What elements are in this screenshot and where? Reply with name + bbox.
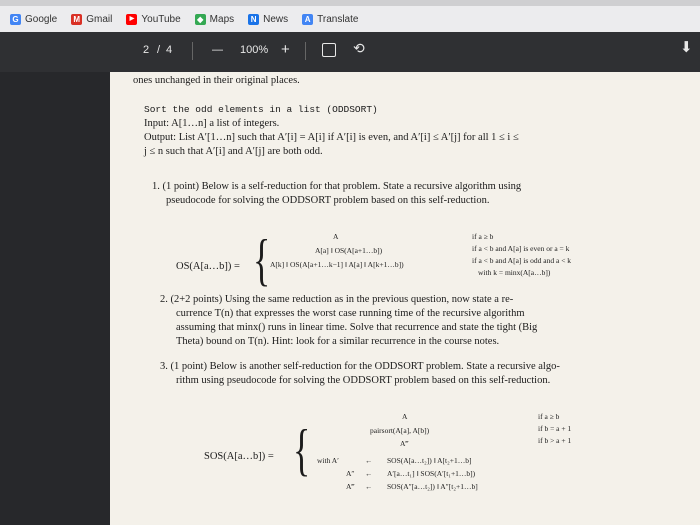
bookmark-label: Translate — [317, 13, 359, 25]
os-definition-lhs: OS(A[a…b]) = — [176, 261, 240, 272]
pdf-page — [110, 72, 700, 525]
os-case-2: A[a] ‖ OS(A[a+1…b]) — [315, 246, 383, 255]
assign-arrow: ← — [365, 482, 373, 491]
os-cond-1: if a ≥ b — [472, 232, 494, 241]
question-1-line-1: 1. (1 point) Below is a self-reduction for that problem. State a recursive algorithm using — [152, 181, 522, 192]
problem-heading: Sort the odd elements in a list (ODDSORT) — [144, 104, 378, 115]
viewer-left-margin — [0, 72, 110, 525]
output-spec-2: j ≤ n such that A′[i] and A′[j] are both odd. — [144, 146, 323, 157]
bookmark-gmail[interactable] — [71, 14, 112, 25]
bookmark-translate[interactable] — [302, 14, 358, 25]
question-3-line-2: rithm using pseudocode for solving the ODDSORT problem based on this self-reduction. — [176, 375, 551, 386]
left-brace: { — [293, 418, 311, 482]
youtube-icon: ▶ — [126, 14, 137, 25]
sos-cond-2: if b = a + 1 — [538, 424, 572, 433]
bookmark-label: Maps — [209, 13, 235, 25]
os-case-1: A — [333, 232, 339, 241]
gmail-icon: M — [71, 14, 82, 25]
bookmark-label: YouTube — [141, 13, 181, 25]
bookmark-label: Google — [25, 13, 58, 25]
bookmarks-bar — [0, 6, 700, 32]
os-cond-4: with k = minx(A[a…b]) — [478, 268, 551, 277]
maps-icon: ◆ — [195, 14, 206, 25]
news-icon: N — [248, 14, 259, 25]
zoom-out-button[interactable]: — — [212, 44, 223, 56]
question-2-line-4: Theta) bound on T(n). Hint: look for a similar recurrence in the course notes. — [176, 336, 500, 347]
bookmark-label: Gmail — [86, 13, 113, 25]
zoom-level: 100% — [240, 44, 269, 56]
fit-page-icon[interactable] — [322, 43, 336, 57]
sos-cond-1: if a ≥ b — [538, 412, 560, 421]
assign-arrow: ← — [365, 456, 373, 465]
download-icon[interactable]: ⬇ — [680, 39, 693, 56]
sos-cond-3: if b > a + 1 — [538, 436, 572, 445]
page-total: 4 — [166, 44, 173, 56]
sos-definition-lhs: SOS(A[a…b]) = — [204, 451, 274, 462]
text-line: ones unchanged in their original places. — [133, 75, 300, 86]
output-spec-1: Output: List A′[1…n] such that A′[i] = A[i] if A′[i] is even, and A′[i] ≤ A′[j] for all 1 ≤ i ≤ — [144, 132, 519, 143]
question-3-line-1: 3. (1 point) Below is another self-reduction for the ODDSORT problem. State a recursive algo- — [160, 361, 560, 372]
page-current[interactable]: 2 — [143, 44, 150, 56]
os-cond-2: if a < b and A[a] is even or a = k — [472, 244, 570, 253]
bookmark-google[interactable] — [10, 14, 57, 25]
sos-case-2: pairsort(A[a], A[b]) — [370, 426, 430, 435]
sos-def-3: SOS(A″[a…t₂]) ‖ A″[t₂+1…b] — [387, 482, 478, 491]
rotate-icon[interactable]: ⟲ — [353, 40, 365, 56]
bookmark-news[interactable] — [248, 14, 288, 25]
translate-icon: A — [302, 14, 313, 25]
sos-case-1: A — [402, 412, 408, 421]
sos-a2-label: A″ — [346, 469, 355, 478]
sos-def-2: A′[a…t₁] ‖ SOS(A′[t₁+1…b]) — [387, 469, 476, 478]
bookmark-maps[interactable] — [195, 14, 234, 25]
sos-a3-label: A‴ — [346, 482, 355, 491]
sos-with-label: with A′ — [317, 456, 339, 465]
left-brace: { — [253, 228, 271, 292]
input-spec: Input: A[1…n] a list of integers. — [144, 118, 280, 129]
os-case-3: A[k] ‖ OS(A[a+1…k−1] ‖ A[a] ‖ A[k+1…b]) — [270, 260, 404, 269]
bookmark-label: News — [263, 13, 289, 25]
question-2-line-3: assuming that minx() runs in linear time. Solve that recurrence and state the tight (Big — [176, 322, 538, 333]
toolbar-divider — [305, 42, 306, 60]
zoom-in-button[interactable]: + — [281, 41, 290, 58]
sos-case-3: A‴ — [400, 439, 409, 448]
toolbar-divider — [192, 42, 193, 60]
sos-def-1: SOS(A[a…t₂]) ‖ A[t₂+1…b] — [387, 456, 472, 465]
pdf-toolbar — [0, 32, 700, 72]
os-cond-3: if a < b and A[a] is odd and a < k — [472, 256, 572, 265]
assign-arrow: ← — [365, 469, 373, 478]
bookmark-youtube[interactable] — [126, 14, 180, 25]
google-icon: G — [10, 14, 21, 25]
page-separator: / — [157, 44, 161, 56]
question-2-line-1: 2. (2+2 points) Using the same reduction as in the previous question, now state a re- — [160, 294, 514, 305]
question-2-line-2: currence T(n) that expresses the worst case running time of the recursive algorithm — [176, 308, 525, 319]
question-1-line-2: pseudocode for solving the ODDSORT problem based on this self-reduction. — [166, 195, 490, 206]
